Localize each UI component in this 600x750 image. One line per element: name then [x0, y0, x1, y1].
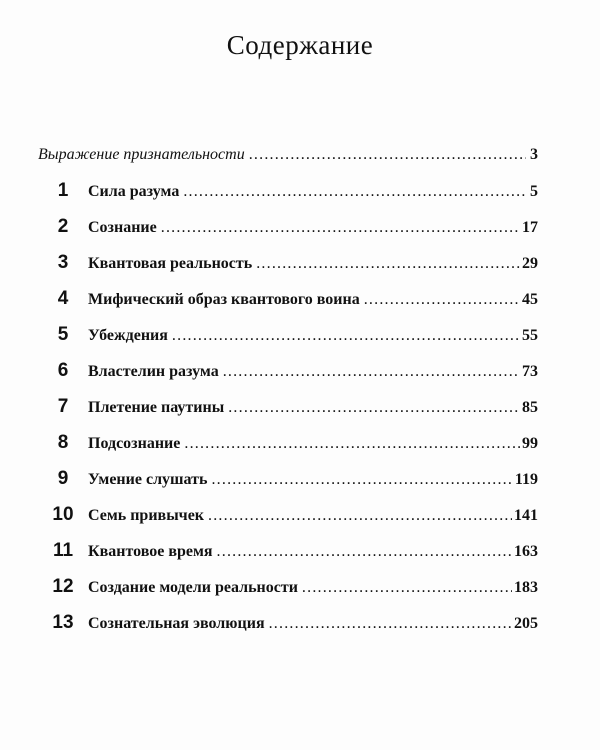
toc-entry-chapter-9	[38, 468, 538, 504]
chapter-page: 183	[514, 579, 538, 596]
chapter-number: 13	[52, 612, 74, 633]
chapter-page: 99	[522, 435, 538, 452]
chapter-page: 73	[522, 363, 538, 380]
toc-entry-page: 3	[530, 146, 538, 163]
dot-leader	[217, 543, 512, 561]
toc-entry-chapter-1	[38, 180, 538, 216]
dot-leader	[223, 363, 520, 381]
chapter-page: 163	[514, 543, 538, 560]
toc-entry-chapter-2	[38, 216, 538, 252]
chapter-title: Создание модели реальности	[88, 579, 298, 596]
chapter-title: Подсознание	[88, 435, 181, 452]
dot-leader	[364, 291, 520, 309]
toc-entry-chapter-13	[38, 612, 538, 648]
chapter-title: Квантовая реальность	[88, 255, 253, 272]
chapter-page: 5	[530, 183, 538, 200]
dot-leader	[161, 219, 520, 237]
dot-leader	[228, 399, 520, 417]
dot-leader	[256, 255, 520, 273]
toc-entry-chapter-10	[38, 504, 538, 540]
chapter-title: Умение слушать	[88, 471, 208, 488]
toc-entry-chapter-12	[38, 576, 538, 612]
dot-leader	[211, 471, 512, 489]
chapter-number: 11	[52, 540, 74, 561]
chapter-number: 1	[57, 180, 69, 201]
chapter-page: 119	[514, 471, 538, 488]
toc-entry-label: Выражение признательности	[38, 146, 245, 163]
toc-entry-acknowledgement	[38, 146, 538, 180]
toc-entry-chapter-4	[38, 288, 538, 324]
table-of-contents	[38, 146, 538, 648]
dot-leader	[184, 435, 520, 453]
chapter-number: 3	[57, 252, 69, 273]
chapter-title: Семь привычек	[88, 507, 205, 524]
dot-leader	[183, 183, 526, 201]
toc-entry-chapter-3	[38, 252, 538, 288]
dot-leader	[302, 579, 512, 597]
chapter-number: 4	[57, 288, 69, 309]
chapter-title: Сознательная эволюция	[88, 615, 265, 632]
chapter-number: 7	[57, 396, 69, 417]
toc-entry-chapter-8	[38, 432, 538, 468]
chapter-title: Сила разума	[88, 183, 180, 200]
toc-entry-chapter-11	[38, 540, 538, 576]
chapter-number: 6	[57, 360, 69, 381]
chapter-number: 5	[57, 324, 69, 345]
dot-leader	[269, 615, 512, 633]
chapter-page: 45	[522, 291, 538, 308]
chapter-number: 9	[57, 468, 69, 489]
page-title: Содержание	[226, 30, 374, 60]
toc-entry-chapter-6	[38, 360, 538, 396]
chapter-number: 8	[57, 432, 69, 453]
toc-entry-chapter-5	[38, 324, 538, 360]
chapter-title: Властелин разума	[88, 363, 219, 380]
chapter-title: Сознание	[88, 219, 157, 236]
chapter-number: 10	[52, 504, 74, 525]
dot-leader	[172, 327, 520, 345]
chapter-number: 12	[52, 576, 74, 597]
chapter-number: 2	[57, 216, 69, 237]
chapter-title: Мифический образ квантового воина	[88, 291, 360, 308]
dot-leader	[249, 146, 526, 164]
chapter-page: 141	[514, 507, 538, 524]
toc-entry-chapter-7	[38, 396, 538, 432]
dot-leader	[208, 507, 512, 525]
chapter-page: 205	[514, 615, 538, 632]
chapter-title: Квантовое время	[88, 543, 213, 560]
chapter-title: Убеждения	[88, 327, 168, 344]
chapter-title: Плетение паутины	[88, 399, 225, 416]
chapter-page: 85	[522, 399, 538, 416]
chapter-page: 29	[522, 255, 538, 272]
chapter-page: 55	[522, 327, 538, 344]
chapter-page: 17	[522, 219, 538, 236]
